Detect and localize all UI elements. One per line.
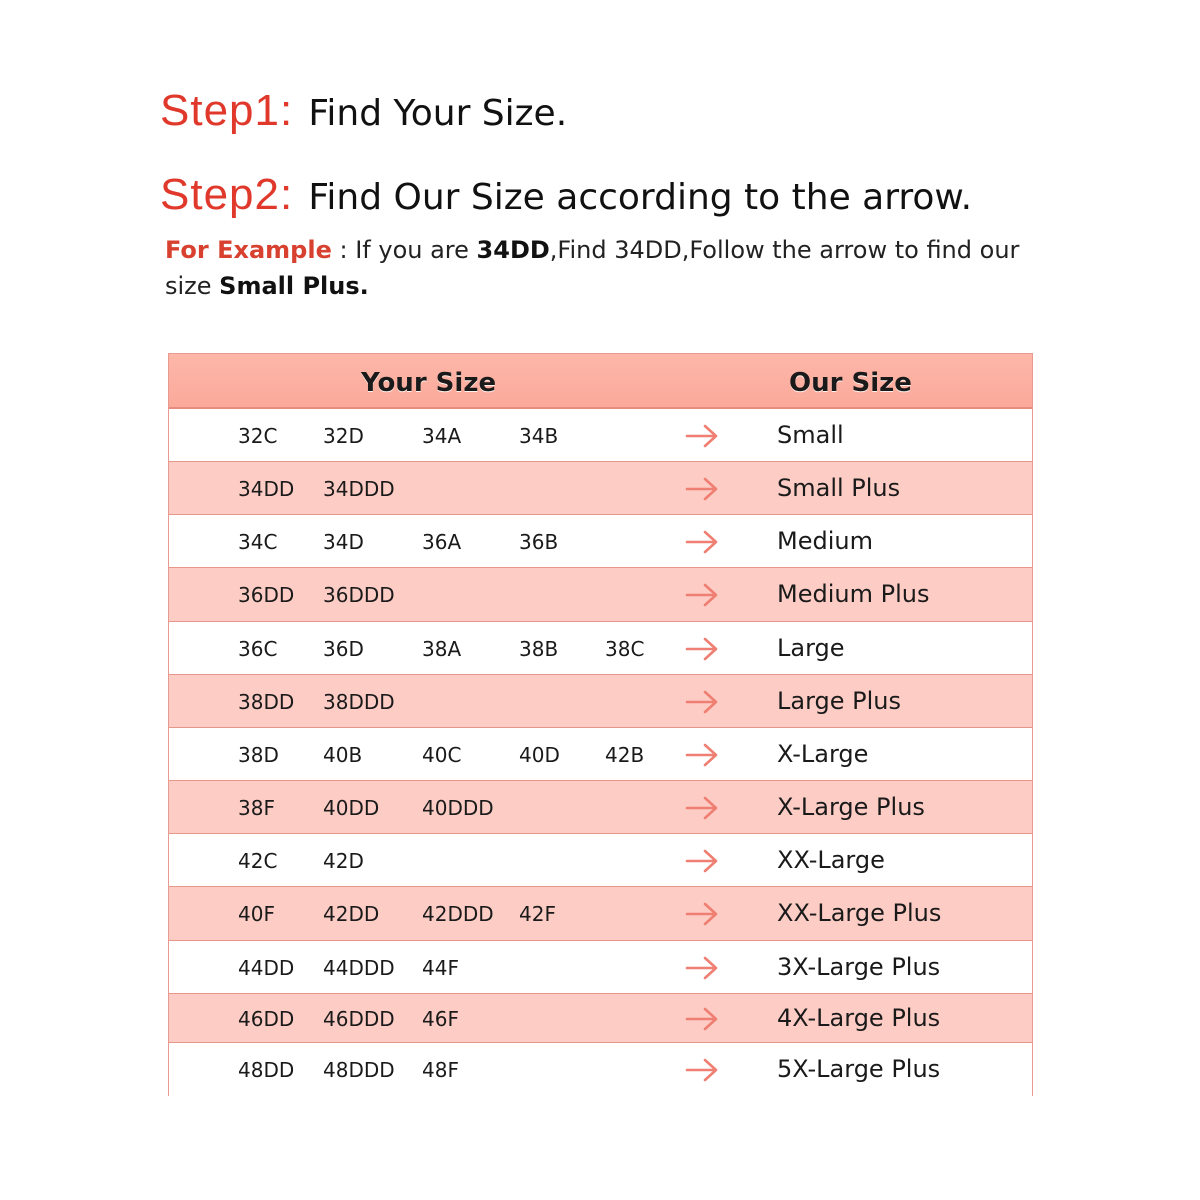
our-size-cell: Large Plus — [777, 686, 902, 715]
your-size-cell: 40B — [323, 742, 363, 767]
table-row — [169, 1043, 1032, 1097]
table-row — [169, 994, 1032, 1043]
your-size-cell: 42DDD — [422, 902, 494, 926]
right-arrow-icon — [685, 690, 719, 714]
table-row — [169, 515, 1032, 568]
your-size-cell: 44F — [422, 955, 459, 980]
your-size-cell: 40F — [238, 902, 275, 926]
your-size-cell: 40DD — [323, 795, 380, 820]
our-size-cell: Small Plus — [777, 473, 901, 502]
size-table — [168, 353, 1033, 1096]
your-size-cell: 42C — [238, 848, 278, 873]
table-row — [169, 568, 1032, 622]
your-size-cell: 42B — [605, 742, 645, 767]
your-size-cell: 46F — [422, 1006, 459, 1031]
your-size-cell: 38C — [605, 636, 645, 661]
your-size-cell: 48DD — [238, 1058, 295, 1082]
your-size-cell: 32C — [238, 423, 278, 448]
step2-text: Find Our Size according to the arrow. — [308, 177, 973, 218]
your-size-cell: 38A — [422, 636, 462, 661]
right-arrow-icon — [685, 583, 719, 607]
our-size-cell: Medium — [777, 526, 873, 555]
our-size-cell: X-Large Plus — [777, 792, 925, 821]
your-size-cell: 38DD — [238, 689, 295, 714]
our-size-cell: 3X-Large Plus — [777, 952, 941, 981]
table-row — [169, 622, 1032, 675]
right-arrow-icon — [685, 530, 719, 554]
right-arrow-icon — [685, 743, 719, 767]
table-row — [169, 409, 1032, 462]
our-size-cell: 5X-Large Plus — [777, 1055, 941, 1083]
your-size-cell: 34B — [519, 423, 559, 448]
our-size-cell: XX-Large — [777, 845, 885, 874]
right-arrow-icon — [685, 796, 719, 820]
table-row — [169, 834, 1032, 887]
table-row — [169, 941, 1032, 994]
your-size-cell: 42DD — [323, 902, 380, 926]
your-size-cell: 38DDD — [323, 689, 395, 714]
step1-text: Find Your Size. — [308, 93, 568, 134]
our-size-cell: Medium Plus — [777, 580, 930, 608]
table-row — [169, 675, 1032, 728]
right-arrow-icon — [685, 477, 719, 501]
example-text-2: ,Find 34DD,Follow the arrow to find our size — [165, 236, 1020, 300]
your-size-cell: 38F — [238, 795, 275, 820]
your-size-cell: 34DD — [238, 476, 295, 501]
right-arrow-icon — [685, 956, 719, 980]
your-size-cell: 34C — [238, 529, 278, 554]
example-text-1: : If you are — [331, 236, 477, 264]
step2-heading — [160, 170, 972, 220]
header-your-size: Your Size — [361, 368, 497, 398]
your-size-cell: 36A — [422, 529, 462, 554]
your-size-cell: 42D — [323, 848, 364, 873]
table-row — [169, 728, 1032, 781]
right-arrow-icon — [685, 849, 719, 873]
your-size-cell: 36C — [238, 636, 278, 661]
our-size-cell: X-Large — [777, 739, 869, 768]
example-label: For Example — [165, 236, 332, 264]
step1-heading — [160, 86, 567, 136]
table-row — [169, 781, 1032, 834]
our-size-cell: XX-Large Plus — [777, 899, 942, 927]
right-arrow-icon — [685, 424, 719, 448]
right-arrow-icon — [685, 902, 719, 926]
your-size-cell: 46DDD — [323, 1006, 395, 1031]
header-our-size: Our Size — [789, 368, 912, 398]
your-size-cell: 46DD — [238, 1006, 295, 1031]
table-header — [169, 354, 1032, 409]
your-size-cell: 44DD — [238, 955, 295, 980]
step1-label: Step1: — [160, 86, 294, 135]
our-size-cell: 4X-Large Plus — [777, 1003, 941, 1032]
your-size-cell: 44DDD — [323, 955, 395, 980]
your-size-cell: 36B — [519, 529, 559, 554]
example-bold-2: Small Plus. — [219, 272, 369, 300]
your-size-cell: 34D — [323, 529, 364, 554]
your-size-cell: 36DD — [238, 583, 295, 607]
example-bold-1: 34DD — [476, 236, 550, 264]
example-paragraph — [165, 232, 1045, 304]
your-size-cell: 40DDD — [422, 795, 494, 820]
table-row — [169, 887, 1032, 941]
right-arrow-icon — [685, 1058, 719, 1082]
your-size-cell: 34DDD — [323, 476, 395, 501]
step2-label: Step2: — [160, 170, 294, 219]
your-size-cell: 48DDD — [323, 1058, 395, 1082]
your-size-cell: 48F — [422, 1058, 459, 1082]
your-size-cell: 36DDD — [323, 583, 395, 607]
our-size-cell: Small — [777, 420, 844, 449]
your-size-cell: 38B — [519, 636, 559, 661]
your-size-cell: 38D — [238, 742, 279, 767]
your-size-cell: 42F — [519, 902, 556, 926]
your-size-cell: 40D — [519, 742, 560, 767]
your-size-cell: 34A — [422, 423, 462, 448]
your-size-cell: 36D — [323, 636, 364, 661]
table-row — [169, 462, 1032, 515]
right-arrow-icon — [685, 637, 719, 661]
our-size-cell: Large — [777, 633, 845, 662]
your-size-cell: 40C — [422, 742, 462, 767]
right-arrow-icon — [685, 1007, 719, 1031]
your-size-cell: 32D — [323, 423, 364, 448]
